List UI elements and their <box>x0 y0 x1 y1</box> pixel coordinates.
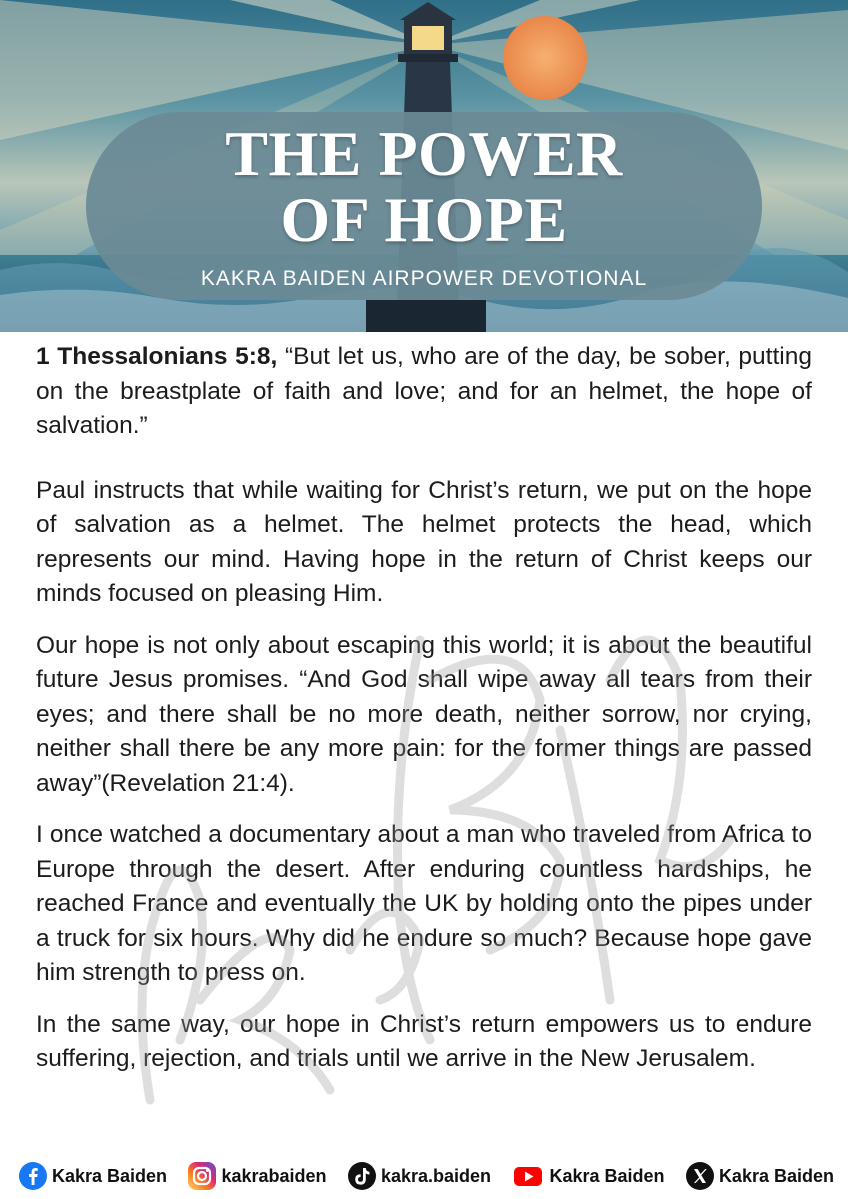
instagram-icon <box>187 1161 217 1191</box>
social-footer <box>18 1158 834 1194</box>
body-paragraph-4: In the same way, our hope in Christ’s return empowers us to endure suffering, rejection, and trials until we arrive in the New Jerusalem. <box>36 1010 812 1072</box>
tiktok-icon <box>347 1161 377 1191</box>
tiktok-link[interactable] <box>347 1161 491 1191</box>
instagram-link[interactable] <box>187 1161 326 1191</box>
x-link[interactable] <box>685 1161 834 1191</box>
body-paragraph-1: Paul instructs that while waiting for Christ’s return, we put on the hope of salvation as a helmet. The helmet protects the head, which represents our mind. Having hope in the return of Christ keeps our minds focused on pleasing Him. <box>36 476 812 607</box>
facebook-handle: Kakra Baiden <box>52 1165 168 1186</box>
scripture-reference: 1 Thessalonians 5:8, <box>36 343 278 370</box>
x-icon <box>685 1161 715 1191</box>
x-handle: Kakra Baiden <box>718 1165 834 1186</box>
scripture-text: “But let us, who are of the day, be sober, putting on the breastplate of faith and love; and for an helmet, the hope of salvation.” <box>36 343 812 439</box>
youtube-link[interactable] <box>511 1161 664 1191</box>
facebook-link[interactable] <box>18 1161 167 1191</box>
facebook-icon <box>18 1161 48 1191</box>
page-title-line-1: THE POWER <box>225 118 623 189</box>
youtube-handle: Kakra Baiden <box>549 1165 665 1186</box>
body-paragraph-2: Our hope is not only about escaping this world; it is about the beautiful future Jesus promises. “And God shall wipe away all tears from their eyes; and there shall be no more death, neither sorrow, nor crying, neither shall there be any more pain: for the former things are passed away”(Revelation 21:4). <box>36 631 812 797</box>
instagram-handle: kakrabaiden <box>221 1165 327 1186</box>
devotional-body <box>36 340 812 1094</box>
page-subtitle: KAKRA BAIDEN AIRPOWER DEVOTIONAL <box>200 267 648 290</box>
title-pill <box>86 112 762 300</box>
header-banner <box>0 0 848 332</box>
page-title-line-2: OF HOPE <box>280 184 568 255</box>
scripture-paragraph <box>36 340 812 444</box>
youtube-icon <box>511 1161 545 1191</box>
tiktok-handle: kakra.baiden <box>380 1165 492 1186</box>
body-paragraph-3: I once watched a documentary about a man who traveled from Africa to Europe through the desert. After enduring countless hardships, he reached France and eventually the UK by holding onto the pipes under a truck for six hours. Why did he endure so much? Because hope gave him strength to press on. <box>36 821 812 986</box>
